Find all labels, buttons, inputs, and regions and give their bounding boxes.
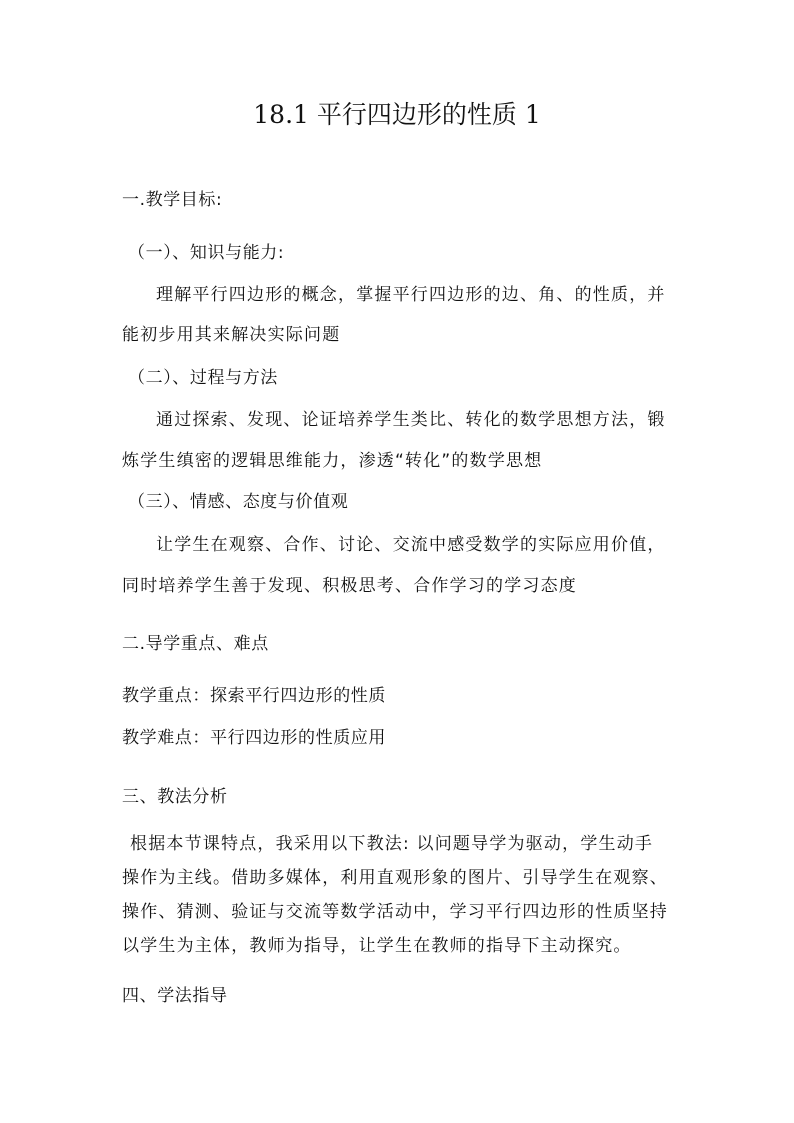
key-heading: 二.导学重点、难点 (122, 634, 269, 654)
objectives-heading: 一.教学目标: (122, 190, 223, 210)
process-text-line-1: 通过探索、发现、论证培养学生类比、转化的数学思想方法，锻 (156, 410, 666, 430)
process-text-line-2: 炼学生缜密的逻辑思维能力，渗透“转化”的数学思想 (122, 451, 543, 471)
knowledge-text-line-1: 理解平行四边形的概念，掌握平行四边形的边、角、的性质，并 (156, 285, 666, 305)
knowledge-text-line-2: 能初步用其来解决实际问题 (122, 325, 341, 345)
method-text-line-3: 操作、猜测、验证与交流等数学活动中，学习平行四边形的性质坚持 (122, 902, 668, 922)
method-text-line-4: 以学生为主体，教师为指导，让学生在教师的指导下主动探究。 (122, 936, 632, 956)
process-heading: （二）、过程与方法 (128, 368, 278, 388)
study-heading: 四、学法指导 (122, 986, 228, 1006)
emotion-text-line-2: 同时培养学生善于发现、积极思考、合作学习的学习态度 (122, 576, 577, 596)
method-text-line-2: 操作为主线。借助多媒体，利用直观形象的图片、引导学生在观察、 (122, 868, 668, 888)
emotion-heading: （三）、情感、态度与价值观 (128, 492, 349, 512)
emotion-text-line-1: 让学生在观察、合作、讨论、交流中感受数学的实际应用价值， (156, 535, 666, 555)
method-heading: 三、教法分析 (122, 787, 228, 807)
key-point: 教学重点：探索平行四边形的性质 (122, 686, 386, 706)
page-title: 18.1 平行四边形的性质 1 (253, 100, 541, 129)
difficult-point: 教学难点：平行四边形的性质应用 (122, 728, 386, 748)
knowledge-heading: （一）、知识与能力: (128, 243, 285, 263)
method-text-line-1: 根据本节课特点，我采用以下教法: 以问题导学为驱动，学生动手 (130, 834, 654, 854)
